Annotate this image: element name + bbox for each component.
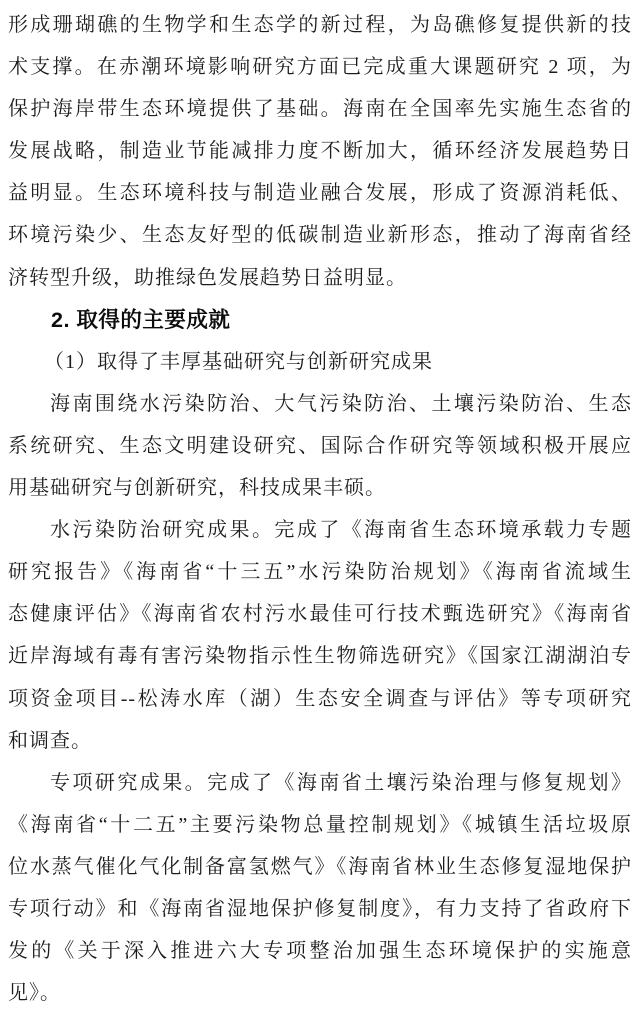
document-line: 和调查。 (8, 729, 92, 752)
document-line: 位水蒸气催化气化制备富氢燃气》《海南省林业生态修复湿地保护 (8, 855, 632, 878)
paragraph-continuation (8, 4, 632, 299)
document-line: 近岸海域有毒有害污染物指示性生物筛选研究》《国家江湖湖泊专 (8, 645, 632, 668)
sub-heading-text: （1）取得了丰厚基础研究与创新研究成果 (44, 350, 433, 373)
document-line: 专项研究成果。完成了《海南省土壤污染治理与修复规划》 (50, 771, 632, 794)
paragraph (8, 383, 632, 509)
section-heading (8, 299, 632, 341)
sub-heading (8, 341, 632, 383)
section-heading-text: 2. 取得的主要成就 (51, 307, 231, 332)
paragraph (8, 762, 632, 1015)
paragraph (8, 509, 632, 762)
document-line: 系统研究、生态文明建设研究、国际合作研究等领域积极开展应 (8, 434, 632, 457)
document-line: 海南围绕水污染防治、大气污染防治、土壤污染防治、生态 (50, 392, 632, 415)
document-line: 项资金项目--松涛水库（湖）生态安全调查与评估》等专项研究 (8, 687, 632, 710)
document-line: 济转型升级，助推绿色发展趋势日益明显。 (8, 266, 407, 289)
document-line: 保护海岸带生态环境提供了基础。海南在全国率先实施生态省的 (8, 98, 632, 121)
document-line: 水污染防治研究成果。完成了《海南省生态环境承载力专题 (50, 519, 632, 542)
document-line: 形成珊瑚礁的生物学和生态学的新过程，为岛礁修复提供新的技 (8, 14, 632, 36)
document-line: 发展战略，制造业节能减排力度不断加大，循环经济发展趋势日 (8, 140, 632, 163)
document-line: 用基础研究与创新研究，科技成果丰硕。 (8, 477, 386, 500)
document-line: 《海南省“十二五”主要污染物总量控制规划》《城镇生活垃圾原 (8, 813, 632, 836)
document-line: 专项行动》和《海南省湿地保护修复制度》，有力支持了省政府下 (8, 897, 632, 920)
document-line: 态健康评估》《海南省农村污水最佳可行技术甄选研究》《海南省 (8, 603, 632, 626)
document-line: 术支撑。在赤潮环境影响研究方面已完成重大课题研究 2 项，为 (8, 56, 632, 79)
document-line: 环境污染少、生态友好型的低碳制造业新形态，推动了海南省经 (8, 224, 632, 247)
document-line: 研究报告》《海南省“十三五”水污染防治规划》《海南省流域生 (8, 561, 632, 584)
document-line: 益明显。生态环境科技与制造业融合发展，形成了资源消耗低、 (8, 182, 632, 205)
document-line: 见》。 (8, 982, 61, 1005)
document-line: 发的《关于深入推进六大专项整治加强生态环境保护的实施意 (8, 940, 632, 963)
